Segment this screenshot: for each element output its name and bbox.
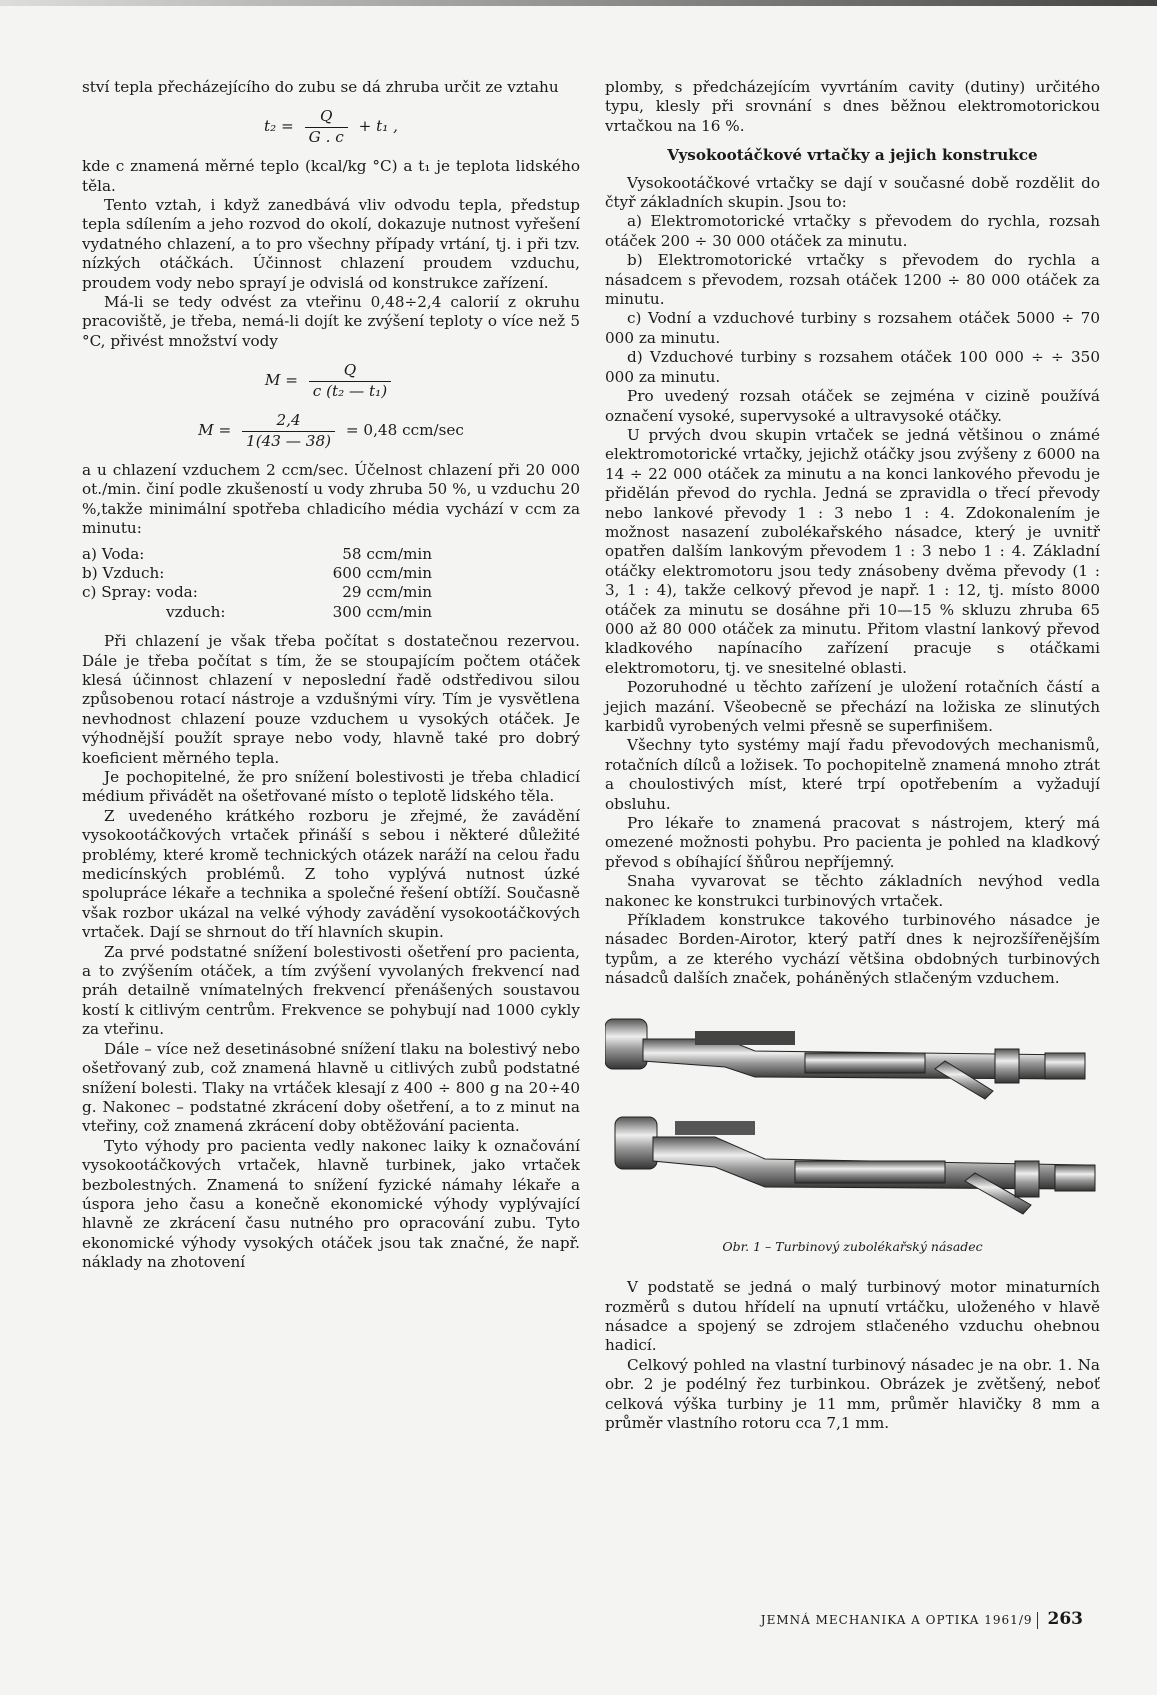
list-item-d: d) Vzduchové turbiny s rozsahem otáček 100 000 ÷ ÷ 350 000 za minutu. [605,348,1100,386]
top-edge-line [0,0,1157,6]
paragraph: Má-li se tedy odvést za vteřinu 0,48÷2,4 calorií z okruhu pracoviště, je třeba, nemá-li dojít ke zvýšení teploty o více než 5 °C, přivést množství vody [82,293,580,350]
journal-name: JEMNÁ MECHANIKA A OPTIKA 1961/9 [760,1613,1033,1627]
paragraph: plomby, s předcházejícím vyvrtáním cavity (dutiny) určitého typu, klesly při srovnání s dnes běžnou elektromotorickou vrtačkou na 16 %. [605,78,1100,135]
paragraph: Dále – více než desetinásobné snížení tlaku na bolestivý nebo ošetřovaný zub, což znamená hlavně u citlivých zubů podstatné snížení bolesti. Tlaky na vrtáček klesají z 400 ÷ 800 g na 20÷40 g. Nakonec – podstatné zkrácení doby ošetření, a to z minut na vteřiny, což znamená zkrácení doby obtěžování pacienta. [82,1039,580,1136]
figure-caption: Obr. 1 – Turbinový zubolékařský násadec [722,1238,983,1254]
list-item-a: a) Elektromotorické vrtačky s převodem do rychla, rozsah otáček 200 ÷ 30 000 otáček za minutu. [605,212,1100,250]
list-label: vzduch: [166,602,226,621]
denominator: c (t₂ — t₁) [312,381,388,400]
page-footer [605,1609,1083,1633]
section-heading: Vysokootáčkové vrtačky a jejich konstrukce [667,146,1038,165]
numerator: Q [305,107,348,127]
list-item [82,583,432,602]
formula-lhs: t₂ = [264,117,294,136]
handpiece-photo [605,1009,1100,1231]
paragraph: Příkladem konstrukce takového turbinového násadce je násadec Borden-Airotor, který patří dnes k nejrozšířenějším typům, a ze kterého vychází většina obdobných turbinových násadců dalších značek, poháněných stlačeným vzduchem. [605,911,1100,988]
paragraph: Pro uvedený rozsah otáček se zejména v cizině používá označení vysoké, supervysoké a ultravysoké otáčky. [605,387,1100,425]
paragraph: Tento vztah, i když zanedbává vliv odvodu tepla, předstup tepla sdílením a jeho rozvod do okolí, dokazuje nutnost vyřešení vydatného chlazení, a to pro všechny případy vrtání, tj. i při tzv. nízkých otáčkách. Účinnost chlazení proudem vzduchu, proudem vody nebo sprayí je odvislá od konstrukce zařízení. [82,196,580,292]
formula-lhs: M = [264,371,298,390]
formula-lhs: M = [198,421,232,439]
paragraph: V podstatě se jedná o malý turbinový motor minaturních rozměrů s dutou hřídelí na upnutí vrtáčku, uloženého v hlavě násadce a spojený se zdrojem stlačeného vzduchu ohebnou hadicí. [605,1278,1100,1355]
cooling-consumption-list [82,545,432,623]
list-item [82,603,432,622]
list-item [82,564,432,583]
paragraph: Z uvedeného krátkého rozboru je zřejmé, že zavádění vysokootáčkových vrtaček přináší s sebou i některé důležité problémy, které kromě technických otázek naráží na celou řadu medicínských problémů. Z toho vyplývá nutnost úzké spolupráce lékaře a technika a společné řešení obtíží. Současně však rozbor ukázal na velké výhody zavádění vysokootáčkových vrtaček. Dají se shrnout do tří hlavních skupin. [82,806,580,942]
page-number: 263 [1047,1609,1083,1629]
paragraph: Snaha vyvarovat se těchto základních nevýhod vedla nakonec ke konstrukci turbinových vrtaček. [605,872,1100,910]
paragraph: Při chlazení je však třeba počítat s dostatečnou rezervou. Dále je třeba počítat s tím, že se stoupajícím počtem otáček klesá účinnost chlazení v neposlední řadě odstředivou silou způsobenou rotací nástroje a vzdušnými víry. Tím je vysvětlena nevhodnost chlazení pouze vzduchem u vysokých otáček. Je výhodnější použít spraye nebo vody, hlavně také pro dobrý koeficient měrného tepla. [82,632,580,767]
formula-t2 [82,107,580,147]
fraction [309,361,391,401]
paragraph: Tyto výhody pro pacienta vedly nakonec laiky k označování vysokootáčkových vrtaček, hlavně turbinek, jako vrtaček bezbolestných. Znamená to snížení fyzické námahy lékaře a úspora jeho času a konečně ekonomické výhody vyplývající hlavně ze zkrácení času nutného pro opracování zubu. Tyto ekonomické výhody vysokých otáček jsou tak značné, že např. náklady na zhotovení [82,1136,580,1272]
footer-divider [1037,1612,1038,1629]
formula-m-value [82,411,580,451]
list-item [82,545,432,564]
list-value: 600 ccm/min [332,563,432,582]
paragraph: Celkový pohled na vlastní turbinový násadec je na obr. 1. Na obr. 2 je podélný řez turbinkou. Obrázek je zvětšený, neboť celková výška turbiny je 11 mm, průměr hlavičky 8 mm a průměr vlastního rotoru cca 7,1 mm. [605,1355,1100,1432]
paragraph: Pro lékaře to znamená pracovat s nástrojem, který má omezené možnosti pohybu. Pro pacienta je pohled na kladkový převod s obíhající šňůrou nepříjemný. [605,814,1100,871]
list-item-c: c) Vodní a vzduchové turbiny s rozsahem otáček 5000 ÷ 70 000 za minutu. [605,309,1100,347]
paragraph: Je pochopitelné, že pro snížení bolestivosti je třeba chladicí médium přivádět na ošetřované místo o teplotě lidského těla. [82,768,580,806]
fraction [305,107,348,147]
list-label: a) Voda: [82,544,145,563]
paragraph: Za prvé podstatné snížení bolestivosti ošetření pro pacienta, a to zvýšením otáček, a tím zvýšení vyvolaných frekvencí nad práh detailně vnímatelných frekvencí přenášených soustavou kostí k citlivým centrům. Frekvence se pohybují nad 1000 cykly za vteřinu. [82,942,580,1039]
list-value: 29 ccm/min [342,583,432,602]
formula-rhs: = 0,48 ccm/sec [345,421,464,439]
right-column [605,78,1100,1433]
formula-m [82,361,580,401]
paragraph: Pozoruhodné u těchto zařízení je uložení rotačních částí a jejich mazání. Všeobecně se přechází na ložiska ze slinutých karbidů vyrobených velmi přesně se superfinišem. [605,678,1100,735]
numerator: 2,4 [242,411,335,431]
denominator: 1(43 — 38) [246,431,332,450]
paragraph: Vysokootáčkové vrtačky se dají v současné době rozdělit do čtyř základních skupin. Jsou to: [605,173,1100,212]
numerator: Q [309,361,391,381]
paragraph: ství tepla přecházejícího do zubu se dá zhruba určit ze vztahu [82,78,559,96]
paragraph: a u chlazení vzduchem 2 ccm/sec. Účelnost chlazení při 20 000 ot./min. činí podle zkušeností u vody zhruba 50 %, u vzduchu 20 %,takže minimální spotřeba chladicího média vychází v ccm za minutu: [82,460,580,538]
list-item-b: b) Elektromotorické vrtačky s převodem do rychla a násadcem s převodem, rozsah otáček 1200 ÷ 80 000 otáček za minutu. [605,251,1100,309]
list-label: c) Spray: voda: [82,583,198,602]
list-value: 58 ccm/min [342,544,432,563]
fraction [242,411,335,451]
paragraph: Všechny tyto systémy mají řadu převodových mechanismů, rotačních dílců a ložisek. To pochopitelně znamená mnoho ztrát a choulostivých míst, které trpí opotřebením a vyžadují obsluhu. [605,736,1100,813]
paragraph: U prvých dvou skupin vrtaček se jedná většinou o známé elektromotorické vrtačky, jejichž otáčky jsou zvýšeny z 6000 na 14 ÷ 22 000 otáček za minutu a na konci lankového převodu je přidělán převod do rychla. Jedná se zpravidla o třecí převody nebo lankové převody 1 : 3 nebo 1 : 4. Zdokonalením je možnost nasazení zubolékařského násadce, který je uvnitř opatřen dalším lankovým převodem 1 : 3 nebo 1 : 4. Základní otáčky elektromotoru jsou tedy znásobeny dvěma převody (1 : 3, 1 : 4), takže celkový převod je např. 1 : 12, tj. místo 8000 otáček za minutu se dosáhne při 10—15 % skluzu zhruba 65 000 až 80 000 otáček za minutu. Přitom vlastní lankový převod kladkového napínacího zařízení pracuje s otáčkami elektromotoru, tj. ve snesitelné oblasti. [605,425,1100,677]
denominator: G . c [308,127,344,146]
formula-rhs: + t₁ , [358,117,398,136]
list-value: 300 ccm/min [332,602,432,621]
left-column [82,78,580,1273]
paragraph: kde c znamená měrné teplo (kcal/kg °C) a t₁ je teplota lidského těla. [82,157,580,195]
figure-turbine-handpiece [605,1009,1100,1231]
list-label: b) Vzduch: [82,563,165,582]
